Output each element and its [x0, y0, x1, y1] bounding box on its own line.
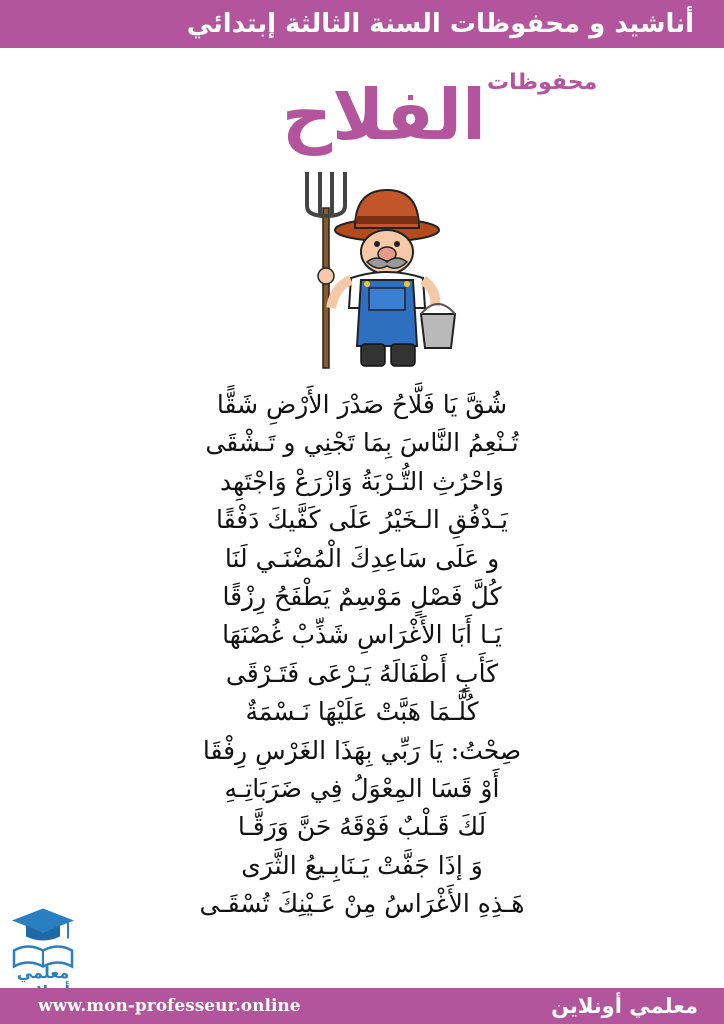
- header-bar: [0, 0, 724, 48]
- footer-brand: معلمي أونلاين: [551, 994, 698, 1018]
- verse-line: كَأَبٍ أَطْفَالَهُ يَـرْعَى فَتَـرْقَى: [225, 658, 499, 688]
- verse-line: وَاحْرُثِ التُّـرْبَةُ وَازْرَعْ وَاجْتَهِد: [220, 466, 504, 496]
- verse-line: كُلَّ فَصْلٍ مَوْسِمٌ يَطْفَحُ رِزْقًا: [222, 581, 502, 611]
- verse-line: يَـا أَبَا الأَغْرَاسِ شَذِّبْ غُصْنَهَا: [222, 620, 502, 650]
- header-title: أناشيد و محفوظات السنة الثالثة إبتدائي: [186, 9, 694, 39]
- verse-line: أَوْ قَسَا المِعْوَلُ فِي ضَرَبَاتِـهِ: [224, 773, 500, 803]
- verse-line: صِحْتُ: يَا رَبِّي بِهَذَا الغَرْسِ رِفْقَا: [202, 735, 522, 765]
- verse-line: شُقَّ يَا فَلَّاحُ صَدْرَ الأَرْضِ شَقًّا: [216, 390, 508, 419]
- verse-line: يَـدْفُقِ الـخَيْرُ عَلَى كَفَّيكَ دَفْقًا: [216, 505, 508, 535]
- verse-line: كُلَّـمَا هَبَّتْ عَلَيْهَا نَـسْمَةٌ: [245, 697, 479, 727]
- website-link[interactable]: www.mon-professeur.online: [38, 996, 301, 1016]
- verse-line: و عَلَى سَاعِدِكَ الْمُضْنَـي لَنَا: [224, 543, 500, 573]
- section-label: محفوظات: [487, 70, 598, 95]
- logo-text: معلمي: [16, 963, 70, 982]
- verse-line: هَـذِهِ الأَغْرَاسُ مِنْ عَـيْنِكَ تُسْقَـى: [199, 889, 525, 919]
- poem-title: الفلاح: [281, 74, 486, 156]
- footer-bar: [0, 988, 724, 1024]
- verse-line: لَكَ قَـلْبٌ فَوْقَهُ حَنَّ وَرَقَّـا: [237, 812, 487, 842]
- verse-line: وَ إذَا جَفَّتْ يَـنَابِـيعُ الثَّرَى: [241, 850, 483, 880]
- verse-line: تُـنْعِمُ النَّاسَ بِمَا تَجْنِي و تَـشْقَى: [205, 428, 519, 458]
- poem-text: [150, 386, 574, 923]
- farmer-illustration: [305, 168, 465, 373]
